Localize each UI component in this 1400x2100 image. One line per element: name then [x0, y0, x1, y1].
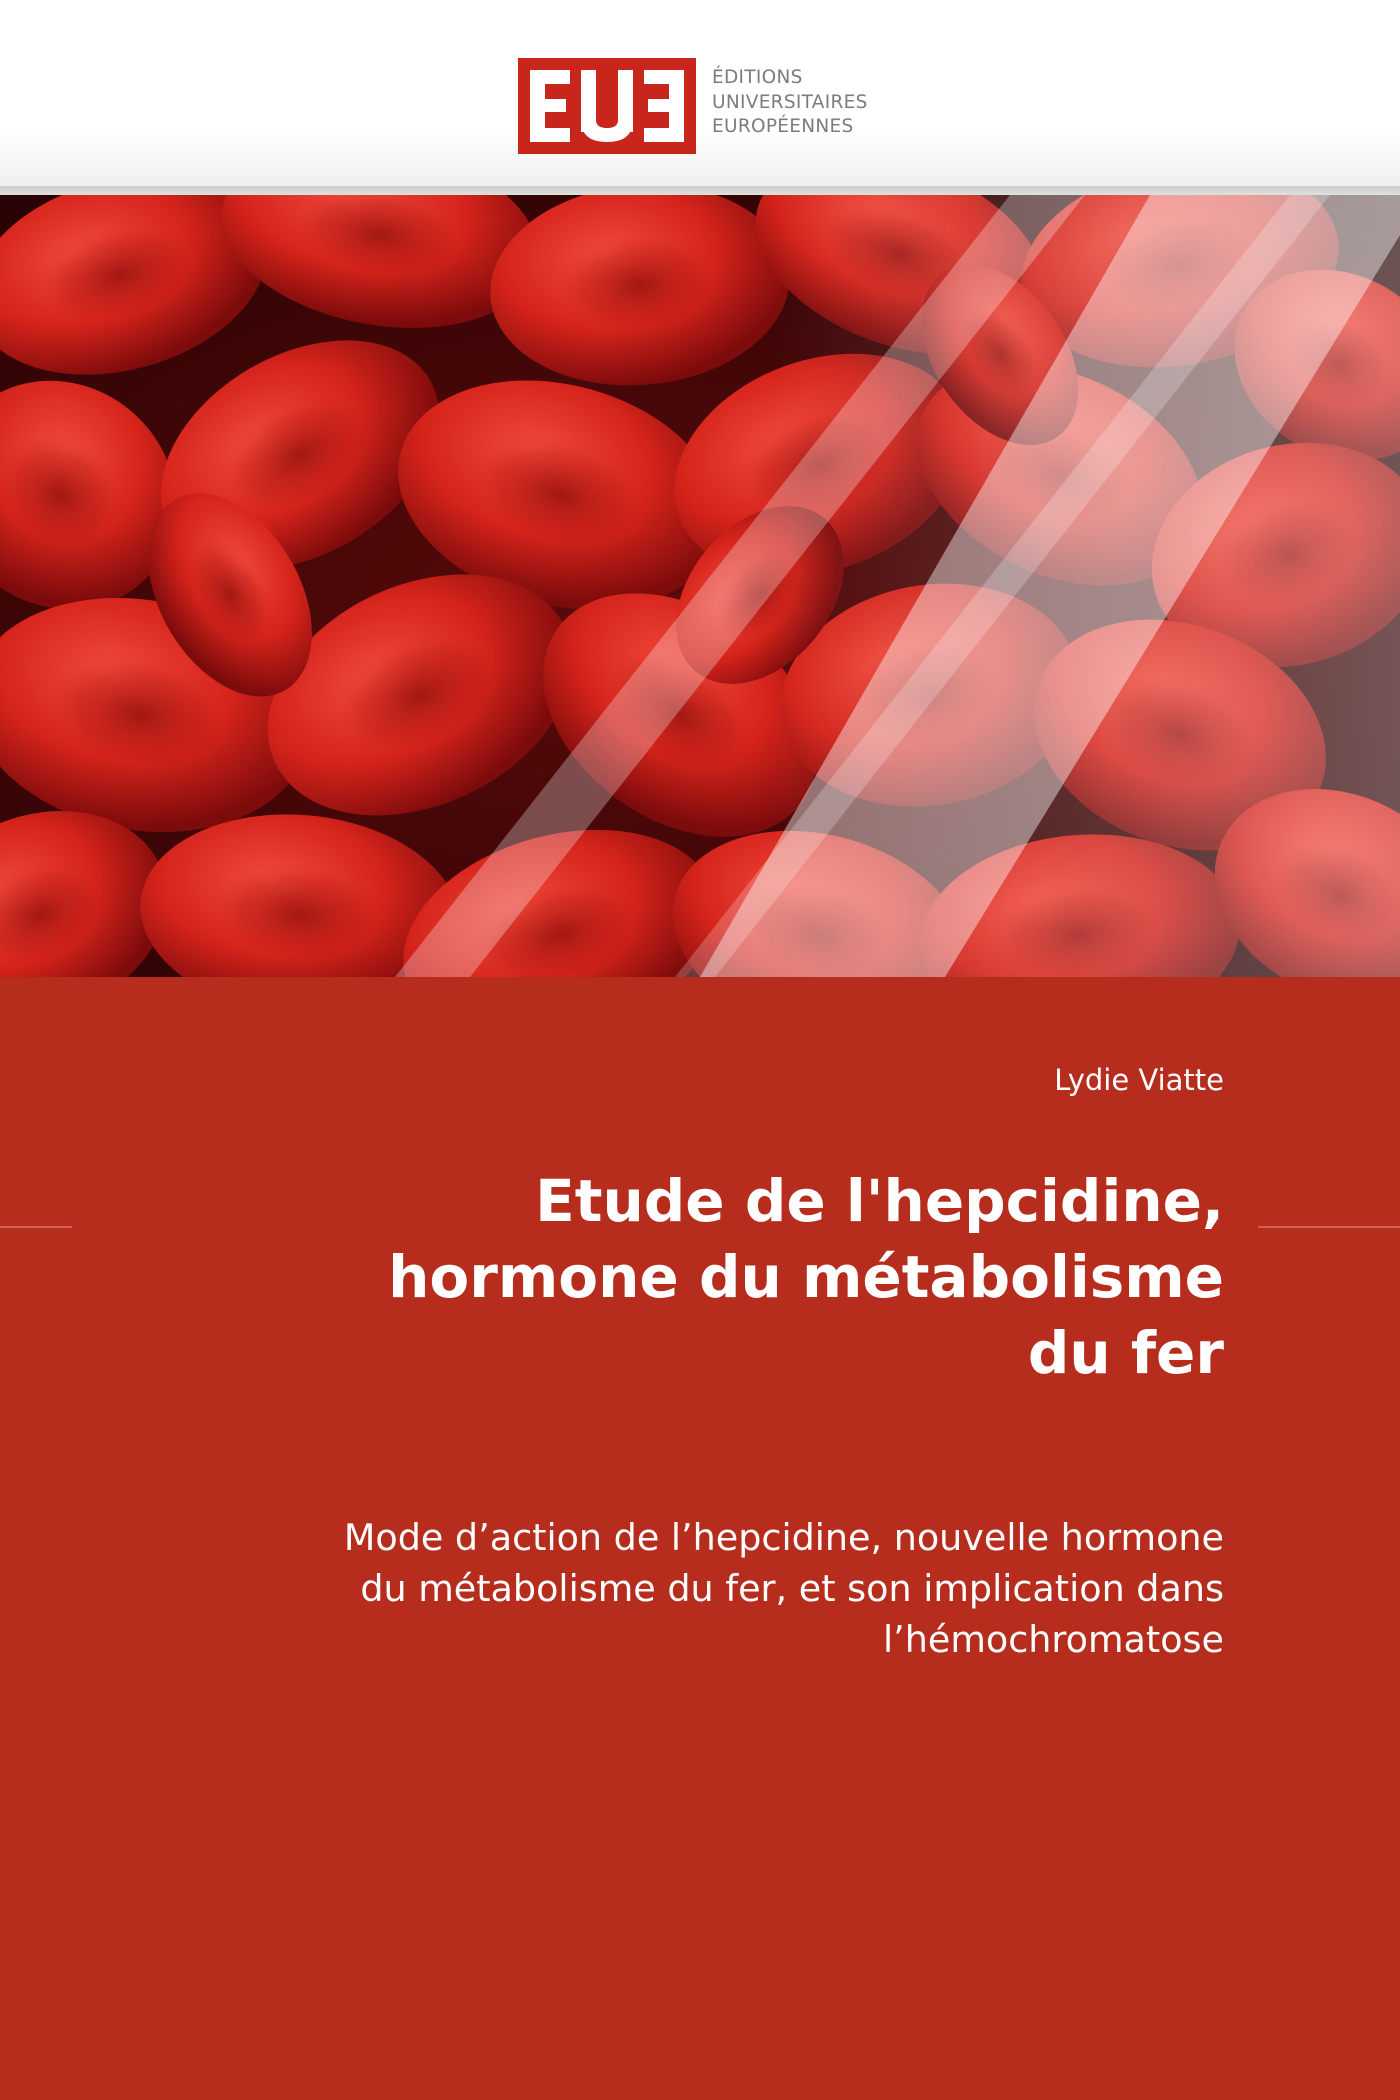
book-subtitle-line-1: Mode d’action de l’hepcidine, nouvelle hormone — [343, 1516, 1224, 1559]
book-subtitle-line-3: l’hémochromatose — [883, 1618, 1224, 1661]
title-rule-left — [0, 1226, 72, 1228]
publisher-name-line-1: ÉDITIONS — [712, 67, 803, 88]
publisher-header — [0, 0, 1400, 186]
book-title-line-2: hormone du métabolisme — [388, 1243, 1224, 1311]
book-title-line-3: du fer — [1027, 1319, 1224, 1387]
publisher-logo — [518, 58, 696, 154]
book-title — [124, 1163, 1224, 1391]
publisher-name-line-2: UNIVERSITAIRES — [712, 91, 868, 113]
header-divider — [0, 186, 1400, 195]
book-title-line-1: Etude de l'hepcidine, — [535, 1167, 1224, 1235]
title-rule-right — [1258, 1226, 1400, 1228]
red-blood-cells-illustration — [0, 195, 1400, 977]
cover-image — [0, 195, 1400, 977]
publisher-name — [712, 66, 868, 140]
book-subtitle-line-2: du métabolisme du fer, et son implication dans — [360, 1567, 1224, 1610]
book-subtitle — [84, 1512, 1224, 1665]
author-name: Lydie Viatte — [1054, 1063, 1224, 1097]
publisher-name-line-3: EUROPÉENNES — [712, 116, 854, 137]
